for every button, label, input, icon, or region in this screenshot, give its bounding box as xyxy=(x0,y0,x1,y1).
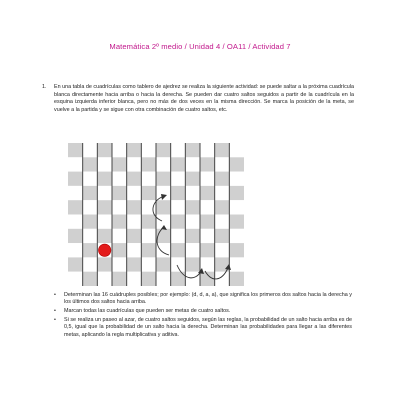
board-cell-light xyxy=(112,229,127,243)
board-cell-dark xyxy=(68,143,83,157)
board-cell-dark xyxy=(97,257,112,271)
board-cell-light xyxy=(229,172,244,186)
board-cell-light xyxy=(127,186,142,200)
board-cell-light xyxy=(229,257,244,271)
board-cell-dark xyxy=(127,143,142,157)
board-cell-light xyxy=(127,215,142,229)
board-cell-light xyxy=(127,243,142,257)
question-number: 1. xyxy=(42,84,47,90)
board-cell-dark xyxy=(68,257,83,271)
board-cell-dark xyxy=(156,200,171,214)
board-cell-light xyxy=(68,243,83,257)
board-cell-dark xyxy=(171,157,186,171)
board-cell-dark xyxy=(127,257,142,271)
board-cell-light xyxy=(229,143,244,157)
board-cell-light xyxy=(112,200,127,214)
board-cell-light xyxy=(185,157,200,171)
board-cell-dark xyxy=(68,229,83,243)
board-cell-light xyxy=(68,215,83,229)
checkerboard xyxy=(68,143,244,286)
board-cell-dark xyxy=(200,186,215,200)
board-cell-dark xyxy=(229,272,244,286)
board-cell-dark xyxy=(229,243,244,257)
board-cell-light xyxy=(185,243,200,257)
board-cell-dark xyxy=(200,215,215,229)
board-cell-light xyxy=(97,272,112,286)
board-cell-dark xyxy=(156,172,171,186)
board-cell-dark xyxy=(229,157,244,171)
board-cell-light xyxy=(229,229,244,243)
board-cell-light xyxy=(68,157,83,171)
board-cell-dark xyxy=(185,143,200,157)
board-cell-dark xyxy=(156,257,171,271)
board-cell-dark xyxy=(171,215,186,229)
board-cell-light xyxy=(171,257,186,271)
board-cell-light xyxy=(83,200,98,214)
board-cell-light xyxy=(83,172,98,186)
board-cell-dark xyxy=(141,215,156,229)
board-cell-dark xyxy=(141,186,156,200)
board-cell-light xyxy=(68,186,83,200)
start-marker xyxy=(98,244,110,256)
board-cell-light xyxy=(156,157,171,171)
board-cell-light xyxy=(141,257,156,271)
page-title: Matemática 2º medio / Unidad 4 / OA11 / Actividad 7 xyxy=(109,42,291,51)
task-item xyxy=(52,292,352,307)
board-cell-light xyxy=(171,200,186,214)
task-text: Marcan todas las cuadrículas que pueden ser metas de cuatro saltos. xyxy=(64,308,231,315)
board-cell-light xyxy=(200,172,215,186)
board-cell-light xyxy=(185,272,200,286)
board-cell-light xyxy=(97,215,112,229)
board-cell-dark xyxy=(185,229,200,243)
board-cell-dark xyxy=(229,186,244,200)
task-item xyxy=(52,308,352,315)
task-item xyxy=(52,317,352,339)
question-text: En una tabla de cuadrículas como tablero de ajedrez se realiza la siguiente actividad: se puede saltar a la próxima cuadrícula blanca directamente hacia arriba o hacia la derecha. Se pueden dar cuatro saltos seguidos a partir de la cuadrícula en la esquina izquierda inferior blanca, pero no más de dos veces en la misma dirección. Se marca la posición de la meta, se vuelve a la partida y se sigue con otra combinación de cuatro saltos, etc. xyxy=(54,84,354,113)
board-cell-dark xyxy=(185,257,200,271)
board-cell-light xyxy=(112,172,127,186)
board-cell-dark xyxy=(97,200,112,214)
task-text: Determinan las 16 cuádruples posibles; por ejemplo: (d, d, a, a), que significa los primeros dos saltos hacia la derecha y los últimos dos saltos hacia arriba. xyxy=(64,292,352,306)
board-cell-dark xyxy=(83,157,98,171)
checkerboard-figure xyxy=(68,143,244,286)
board-cell-dark xyxy=(83,243,98,257)
board-cell-dark xyxy=(141,243,156,257)
board-cell-dark xyxy=(112,215,127,229)
task-list xyxy=(52,292,352,341)
board-cell-dark xyxy=(83,186,98,200)
board-cell-light xyxy=(112,257,127,271)
task-text: Si se realiza un paseo al azar, de cuatro saltos seguidos, según las reglas, la probabilidad de un salto hacia arriba es de 0,5, igual que la probabilidad de un salto hacia la derecha. Determinan las probabilidades para llegar a las diferentes metas, aplicando la regla multiplicativa y aditiva. xyxy=(64,317,352,338)
board-cell-dark xyxy=(185,172,200,186)
board-cell-light xyxy=(185,186,200,200)
board-cell-dark xyxy=(171,186,186,200)
board-cell-dark xyxy=(200,243,215,257)
board-cell-light xyxy=(171,172,186,186)
board-cell-dark xyxy=(185,200,200,214)
board-cell-light xyxy=(68,272,83,286)
board-cell-light xyxy=(141,143,156,157)
board-cell-light xyxy=(141,200,156,214)
board-cell-light xyxy=(200,229,215,243)
board-cell-dark xyxy=(68,200,83,214)
board-cell-dark xyxy=(200,157,215,171)
board-cell-dark xyxy=(97,143,112,157)
board-cell-dark xyxy=(83,272,98,286)
board-cell-dark xyxy=(171,243,186,257)
board-cell-light xyxy=(141,172,156,186)
board-cell-dark xyxy=(156,143,171,157)
board-cell-light xyxy=(200,143,215,157)
board-cell-light xyxy=(83,229,98,243)
board-cell-light xyxy=(83,143,98,157)
board-cell-light xyxy=(127,272,142,286)
board-cell-dark xyxy=(127,229,142,243)
board-cell-light xyxy=(141,229,156,243)
board-cell-dark xyxy=(127,200,142,214)
board-cell-light xyxy=(215,157,230,171)
board-cell-light xyxy=(171,143,186,157)
board-cell-dark xyxy=(112,272,127,286)
board-cell-dark xyxy=(97,172,112,186)
board-cell-dark xyxy=(83,215,98,229)
board-cell-light xyxy=(200,200,215,214)
board-cell-dark xyxy=(215,143,230,157)
board-cell-light xyxy=(83,257,98,271)
board-cell-light xyxy=(229,200,244,214)
board-cell-dark xyxy=(112,157,127,171)
board-cell-dark xyxy=(141,272,156,286)
board-cell-light xyxy=(156,272,171,286)
board-cell-dark xyxy=(215,229,230,243)
board-cell-dark xyxy=(156,229,171,243)
board-cell-light xyxy=(171,229,186,243)
bullet: • xyxy=(54,308,56,315)
board-cell-light xyxy=(97,186,112,200)
board-cell-dark xyxy=(215,172,230,186)
board-cell-dark xyxy=(141,157,156,171)
board-cell-dark xyxy=(112,186,127,200)
board-cell-dark xyxy=(68,172,83,186)
bullet: • xyxy=(54,292,56,298)
board-cell-dark xyxy=(215,200,230,214)
board-cell-light xyxy=(127,157,142,171)
board-cell-light xyxy=(215,215,230,229)
board-cell-dark xyxy=(112,243,127,257)
board-cell-light xyxy=(215,186,230,200)
board-cell-dark xyxy=(229,215,244,229)
board-cell-dark xyxy=(97,229,112,243)
board-cell-light xyxy=(185,215,200,229)
question-1 xyxy=(42,84,354,114)
board-cell-light xyxy=(215,243,230,257)
board-cell-light xyxy=(97,157,112,171)
bullet: • xyxy=(54,317,56,323)
board-cell-light xyxy=(112,143,127,157)
board-cell-dark xyxy=(127,172,142,186)
